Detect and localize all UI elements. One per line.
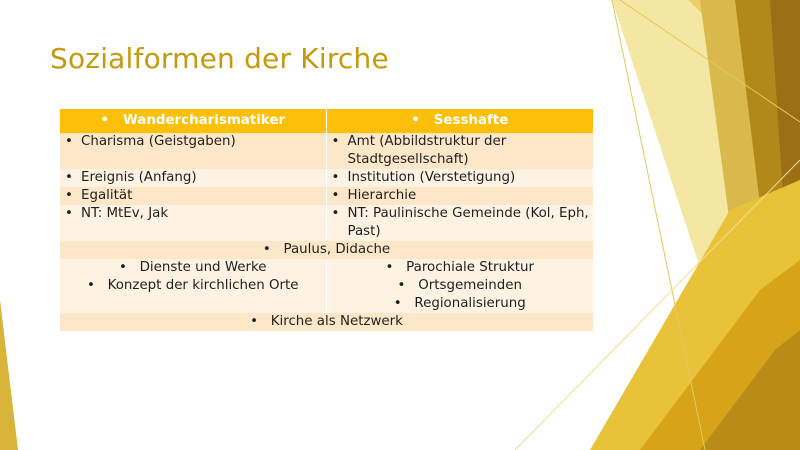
table-row (60, 133, 593, 169)
list-item: • Ereignis (Anfang) (60, 169, 326, 187)
table-cell-left (60, 133, 326, 169)
table-cell-right (326, 187, 593, 205)
list-item: • Dienste und Werke (60, 259, 326, 277)
table-row (60, 187, 593, 205)
list-item: • NT: Paulinische Gemeinde (Kol, Eph, Past) (327, 205, 594, 241)
table-cell-left (60, 187, 326, 205)
list-item: • Egalität (60, 187, 326, 205)
table-row (60, 205, 593, 241)
list-item: • Kirche als Netzwerk (60, 313, 593, 331)
table-cell-left (60, 259, 326, 313)
column-header-wandercharismatiker (60, 109, 326, 133)
slide-title: Sozialformen der Kirche (50, 42, 389, 75)
comparison-table (60, 109, 593, 331)
list-item: • NT: MtEv, Jak (60, 205, 326, 223)
table-cell-right (326, 205, 593, 241)
list-item: • Amt (Abbildstruktur der Stadtgesellschaft) (327, 133, 594, 169)
table-row-span (60, 313, 593, 331)
table-row (60, 259, 593, 313)
table-cell-left (60, 169, 326, 187)
header-label: • Sesshafte (327, 112, 594, 130)
list-item: • Institution (Verstetigung) (327, 169, 594, 187)
table-row (60, 169, 593, 187)
table-cell-span (60, 241, 593, 259)
table-cell-span (60, 313, 593, 331)
list-item: • Konzept der kirchlichen Orte (60, 277, 326, 295)
table-header-row (60, 109, 593, 133)
list-item: • Parochiale Struktur (327, 259, 594, 277)
list-item: • Paulus, Didache (60, 241, 593, 259)
list-item: • Charisma (Geistgaben) (60, 133, 326, 151)
table-cell-right (326, 259, 593, 313)
header-label: • Wandercharismatiker (60, 112, 326, 130)
table-cell-right (326, 133, 593, 169)
list-item: • Ortsgemeinden (327, 277, 594, 295)
table-cell-left (60, 205, 326, 241)
list-item: • Regionalisierung (327, 295, 594, 313)
column-header-sesshafte (326, 109, 593, 133)
facet-shape (0, 300, 18, 450)
table-cell-right (326, 169, 593, 187)
table-row-span (60, 241, 593, 259)
list-item: • Hierarchie (327, 187, 594, 205)
